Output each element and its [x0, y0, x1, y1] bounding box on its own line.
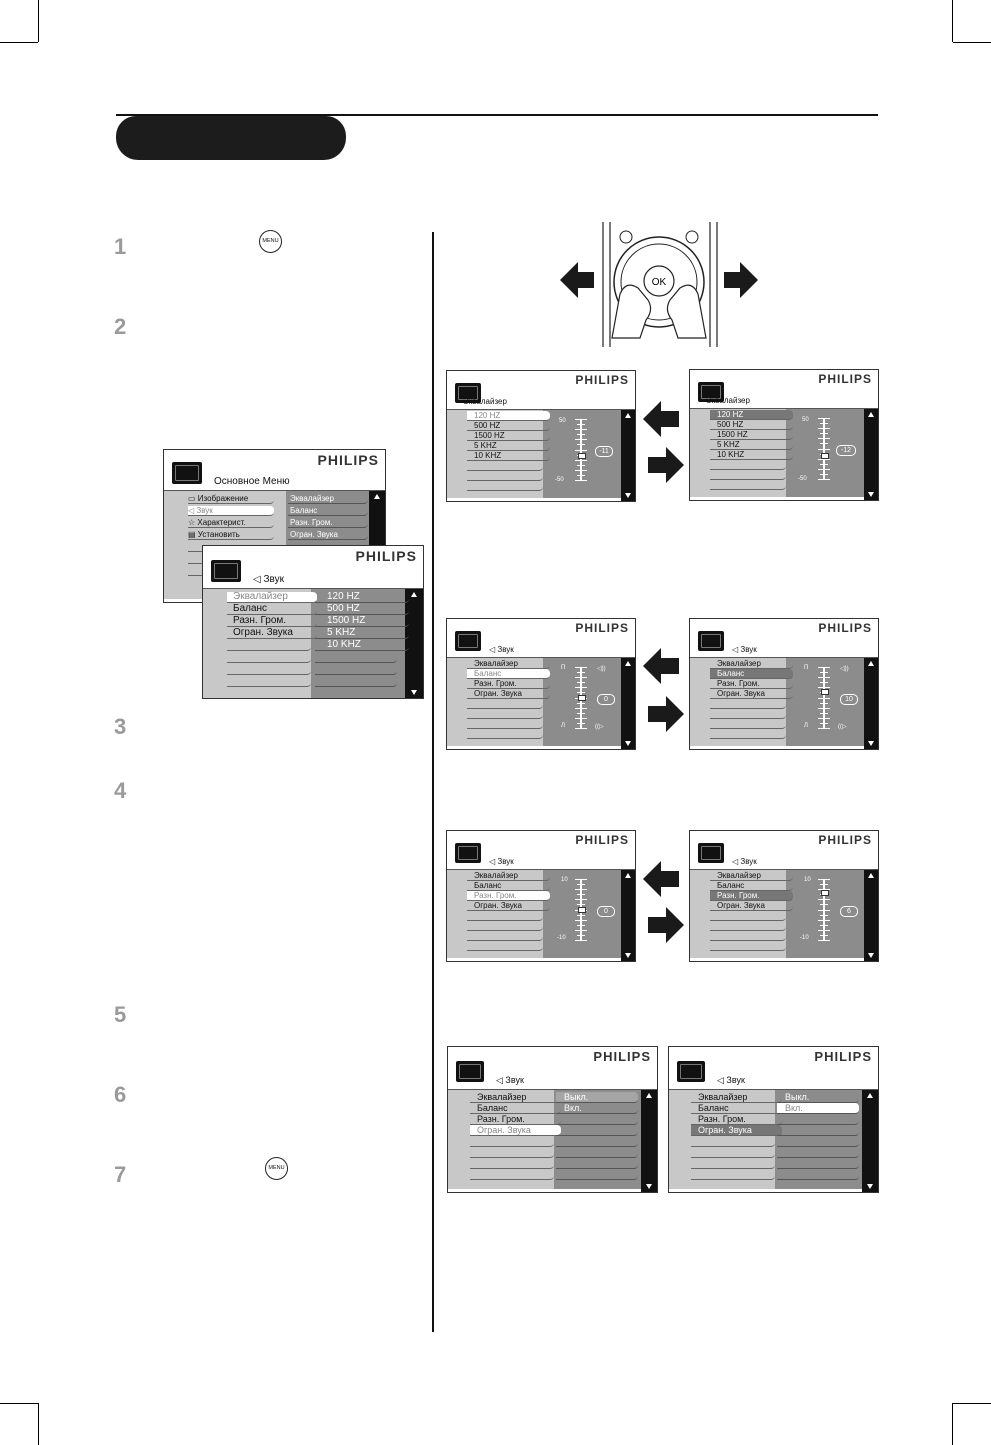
balance-screen-right — [689, 618, 879, 750]
sound-item[interactable]: Разн. Гром. — [691, 1114, 782, 1125]
screen-title: ◁ Звук — [489, 857, 514, 866]
sound-item[interactable]: Разн. Гром. — [710, 679, 793, 689]
limit-option[interactable]: Вкл. — [556, 1103, 638, 1114]
slider-tick — [577, 424, 585, 425]
sound-item[interactable]: Огран. Звука — [710, 901, 793, 911]
sound-item[interactable]: Баланс — [710, 669, 793, 679]
sound-item-equalizer[interactable]: Эквалайзер — [227, 592, 317, 603]
slider-knob[interactable] — [821, 689, 829, 695]
column-divider — [432, 232, 434, 1332]
sound-item[interactable]: Огран. Звука — [710, 689, 793, 699]
screen-title: ◁ Звук — [253, 574, 284, 585]
limit-option[interactable]: Выкл. — [556, 1092, 638, 1103]
arrow-right-icon — [648, 696, 684, 732]
screen-title: Основное Меню — [214, 476, 290, 487]
sound-item[interactable]: Эквалайзер — [710, 871, 793, 881]
slider-min-label: -10 — [557, 935, 566, 941]
balance-left-label: Л — [804, 723, 808, 729]
tv-icon — [455, 631, 481, 651]
philips-logo: PHILIPS — [818, 621, 872, 635]
equalizer-screen-right — [689, 369, 879, 501]
eq-band[interactable]: 1500 HZ — [710, 430, 793, 440]
slider-tick — [575, 718, 587, 719]
slider-tick — [575, 419, 587, 420]
slider-knob[interactable] — [578, 453, 586, 459]
slider-tick — [575, 429, 587, 430]
sound-item[interactable]: Эквалайзер — [467, 659, 550, 669]
slider-tick — [820, 423, 828, 424]
menu-item-install[interactable]: ▤ Установить — [188, 530, 274, 540]
slider-tick — [577, 434, 585, 435]
arrow-left-icon — [643, 861, 679, 897]
sound-item[interactable]: Разн. Гром. — [710, 891, 793, 901]
sound-item-balance[interactable]: Баланс — [227, 604, 317, 615]
philips-logo: PHILIPS — [355, 548, 417, 564]
slider-tick — [575, 460, 587, 461]
screen-title: Эквалайзер — [706, 396, 750, 405]
slider-tick — [818, 428, 830, 429]
menu-button-icon: MENU — [259, 230, 282, 253]
limit-option[interactable]: Выкл. — [777, 1092, 859, 1103]
slider-tick — [575, 920, 587, 921]
screen-title: ◁ Звук — [732, 645, 757, 654]
slider-tick — [818, 459, 830, 460]
slider-max-label: 10 — [561, 877, 568, 883]
balance-slider[interactable] — [818, 667, 830, 729]
slider-tick — [577, 465, 585, 466]
slider-tick — [575, 708, 587, 709]
slider-tick — [577, 475, 585, 476]
speaker-left-icon: ((▷ — [595, 724, 604, 730]
tv-icon — [677, 1061, 705, 1082]
slider-tick — [575, 899, 587, 900]
slider-tick — [577, 723, 585, 724]
menu-item-features[interactable]: ☆ Характерист. — [188, 518, 274, 528]
slider-tick — [818, 438, 830, 439]
philips-logo: PHILIPS — [575, 621, 629, 635]
menu-item-sound[interactable]: ◁ Звук — [188, 506, 274, 516]
limit-option[interactable]: Вкл. — [777, 1103, 859, 1114]
slider-tick — [818, 449, 830, 450]
slider-tick — [820, 443, 828, 444]
slider-max-label: 10 — [804, 877, 811, 883]
sound-item[interactable]: Эквалайзер — [467, 871, 550, 881]
limit-screen-right — [668, 1046, 879, 1193]
tv-icon — [211, 560, 241, 582]
slider-tick — [575, 728, 587, 729]
speaker-left-icon: ((▷ — [838, 724, 847, 730]
speaker-icon: ◁ — [732, 857, 741, 866]
band-item[interactable]: 5 KHZ — [315, 628, 409, 639]
eq-slider[interactable] — [575, 419, 587, 481]
screen-title: Эквалайзер — [463, 397, 507, 406]
submenu-item[interactable]: Баланс — [288, 506, 368, 516]
sound-menu-screen — [202, 545, 424, 699]
philips-logo: PHILIPS — [814, 1049, 872, 1064]
step-number-5: 5 — [114, 1002, 127, 1027]
slider-tick — [575, 889, 587, 890]
slider-tick — [577, 915, 585, 916]
slider-tick — [577, 935, 585, 936]
arrow-right-icon — [648, 907, 684, 943]
step-number-4: 4 — [114, 778, 127, 803]
slider-knob[interactable] — [578, 907, 586, 913]
sound-item[interactable]: Огран. Звука — [467, 901, 550, 911]
speaker-icon: ◁ — [732, 645, 741, 654]
slider-knob[interactable] — [821, 453, 829, 459]
sound-item[interactable]: Эквалайзер — [470, 1092, 561, 1103]
speaker-right-icon: ◁)) — [840, 666, 849, 672]
slider-tick — [818, 677, 830, 678]
eq-band[interactable]: 120 HZ — [467, 411, 550, 421]
slider-tick — [575, 439, 587, 440]
eq-band[interactable]: 500 HZ — [710, 420, 793, 430]
slider-tick — [818, 930, 830, 931]
slider-tick — [575, 677, 587, 678]
slider-tick — [818, 879, 830, 880]
step-number-2: 2 — [114, 314, 127, 339]
install-icon: ▤ — [188, 530, 198, 539]
sound-item[interactable]: Разн. Гром. — [470, 1114, 561, 1125]
submenu-item[interactable]: Разн. Гром. — [288, 518, 368, 528]
slider-tick — [818, 718, 830, 719]
slider-tick — [575, 480, 587, 481]
slider-tick — [818, 708, 830, 709]
slider-tick — [818, 910, 830, 911]
loudness-slider[interactable] — [818, 879, 830, 941]
slider-value: 0 — [597, 906, 615, 917]
philips-logo: PHILIPS — [317, 452, 379, 468]
eq-band[interactable]: 120 HZ — [710, 410, 793, 420]
sound-item[interactable]: Эквалайзер — [691, 1092, 782, 1103]
eq-band[interactable]: 5 KHZ — [467, 441, 550, 451]
screen-title: ◁ Звук — [732, 857, 757, 866]
slider-tick — [818, 899, 830, 900]
slider-tick — [820, 884, 828, 885]
crop-mark — [953, 1403, 991, 1404]
crop-mark — [38, 1403, 39, 1445]
slider-tick — [577, 894, 585, 895]
slider-max-label: 50 — [559, 418, 566, 424]
slider-value: -11 — [595, 446, 613, 457]
sound-item[interactable]: Огран. Звука — [467, 689, 550, 699]
limit-screen-left — [447, 1046, 658, 1193]
slider-tick — [818, 687, 830, 688]
crop-mark — [952, 0, 953, 42]
sound-item[interactable]: Баланс — [467, 881, 550, 891]
balance-left-label: Л — [561, 723, 565, 729]
slider-tick — [820, 925, 828, 926]
screen-title: ◁ Звук — [717, 1075, 745, 1085]
philips-logo: PHILIPS — [575, 373, 629, 387]
slider-tick — [818, 667, 830, 668]
loudness-screen-right — [689, 830, 879, 962]
philips-logo: PHILIPS — [818, 372, 872, 386]
arrow-left-icon — [643, 401, 679, 437]
eq-slider[interactable] — [818, 418, 830, 480]
crop-mark — [38, 0, 39, 42]
screen-title: ◁ Звук — [489, 645, 514, 654]
sound-item-limit[interactable]: Огран. Звука — [227, 628, 317, 639]
ok-button-label: OK — [651, 277, 667, 288]
balance-right-label: П — [561, 665, 566, 671]
slider-tick — [577, 904, 585, 905]
slider-tick — [820, 682, 828, 683]
slider-tick — [818, 418, 830, 419]
sound-item[interactable]: Баланс — [470, 1103, 561, 1114]
band-item[interactable]: 500 HZ — [315, 604, 409, 615]
slider-tick — [820, 935, 828, 936]
slider-tick — [575, 470, 587, 471]
philips-logo: PHILIPS — [575, 833, 629, 847]
speaker-icon: ◁ — [188, 506, 197, 515]
eq-band[interactable]: 1500 HZ — [467, 431, 550, 441]
star-icon: ☆ — [188, 518, 198, 527]
balance-screen-left — [446, 618, 636, 750]
slider-tick — [818, 940, 830, 941]
speaker-icon: ◁ — [489, 645, 498, 654]
slider-tick — [818, 469, 830, 470]
slider-tick — [820, 474, 828, 475]
slider-tick — [820, 464, 828, 465]
crop-mark — [952, 1403, 953, 1445]
speaker-icon: ◁ — [253, 574, 264, 585]
philips-logo: PHILIPS — [818, 833, 872, 847]
slider-tick — [818, 698, 830, 699]
slider-tick — [820, 433, 828, 434]
sound-item[interactable]: Баланс — [710, 881, 793, 891]
speaker-icon: ◁ — [717, 1075, 727, 1085]
sound-item[interactable]: Разн. Гром. — [467, 679, 550, 689]
crop-mark — [0, 1403, 38, 1404]
arrow-right-icon — [648, 447, 684, 483]
sound-item[interactable]: Огран. Звука — [691, 1125, 782, 1136]
tv-icon — [172, 462, 202, 484]
slider-tick — [818, 920, 830, 921]
eq-band[interactable]: 10 KHZ — [467, 451, 550, 461]
slider-tick — [820, 703, 828, 704]
eq-band[interactable]: 5 KHZ — [710, 440, 793, 450]
slider-knob[interactable] — [578, 695, 586, 701]
slider-tick — [820, 713, 828, 714]
slider-tick — [575, 667, 587, 668]
remote-control-illustration — [540, 222, 780, 347]
tv-icon — [698, 631, 724, 651]
slider-tick — [818, 479, 830, 480]
picture-icon: ▭ — [188, 494, 198, 503]
slider-tick — [575, 450, 587, 451]
loudness-screen-left — [446, 830, 636, 962]
slider-tick — [577, 925, 585, 926]
slider-tick — [575, 879, 587, 880]
slider-value: 10 — [840, 694, 858, 705]
tv-icon — [456, 1061, 484, 1082]
slider-tick — [577, 703, 585, 704]
screen-title: ◁ Звук — [496, 1075, 524, 1085]
speaker-right-icon: ◁)) — [597, 666, 606, 672]
crop-mark — [953, 42, 991, 43]
sound-item[interactable]: Разн. Гром. — [467, 891, 550, 901]
slider-knob[interactable] — [821, 890, 829, 896]
slider-tick — [820, 672, 828, 673]
slider-tick — [575, 687, 587, 688]
slider-min-label: -50 — [555, 477, 564, 483]
sound-item[interactable]: Баланс — [691, 1103, 782, 1114]
slider-tick — [577, 682, 585, 683]
band-item[interactable]: 120 HZ — [315, 592, 409, 603]
loudness-slider[interactable] — [575, 879, 587, 941]
balance-right-label: П — [804, 665, 809, 671]
menu-item-picture[interactable]: ▭ Изображение — [188, 494, 274, 504]
equalizer-screen-left — [446, 370, 636, 502]
submenu-item[interactable]: Эквалайзер — [288, 494, 368, 504]
slider-tick — [575, 940, 587, 941]
slider-tick — [820, 915, 828, 916]
band-item[interactable]: 10 KHZ — [315, 640, 409, 651]
slider-tick — [575, 930, 587, 931]
slider-tick — [577, 884, 585, 885]
step-number-1: 1 — [114, 234, 127, 259]
tv-icon — [698, 843, 724, 863]
speaker-icon: ◁ — [496, 1075, 506, 1085]
slider-tick — [818, 728, 830, 729]
tv-icon — [455, 843, 481, 863]
crop-mark — [0, 42, 38, 43]
menu-button-icon: MENU — [265, 1157, 288, 1180]
slider-max-label: 50 — [802, 417, 809, 423]
slider-min-label: -10 — [800, 935, 809, 941]
band-item[interactable]: 1500 HZ — [315, 616, 409, 627]
eq-band[interactable]: 500 HZ — [467, 421, 550, 431]
slider-min-label: -50 — [798, 476, 807, 482]
slider-value: 6 — [840, 906, 858, 917]
sound-item[interactable]: Баланс — [467, 669, 550, 679]
section-title-pill — [116, 116, 346, 160]
slider-value: -12 — [836, 445, 856, 456]
eq-band[interactable]: 10 KHZ — [710, 450, 793, 460]
step-number-6: 6 — [114, 1082, 127, 1107]
arrow-left-icon — [643, 648, 679, 684]
submenu-item[interactable]: Огран. Звука — [288, 530, 368, 540]
step-number-7: 7 — [114, 1162, 127, 1187]
step-number-3: 3 — [114, 714, 127, 739]
sound-item[interactable]: Огран. Звука — [470, 1125, 561, 1136]
sound-item[interactable]: Эквалайзер — [710, 659, 793, 669]
philips-logo: PHILIPS — [593, 1049, 651, 1064]
slider-value: 0 — [597, 694, 615, 705]
slider-tick — [577, 444, 585, 445]
slider-tick — [577, 692, 585, 693]
balance-slider[interactable] — [575, 667, 587, 729]
slider-tick — [820, 723, 828, 724]
slider-tick — [820, 904, 828, 905]
slider-tick — [577, 672, 585, 673]
slider-tick — [577, 713, 585, 714]
speaker-icon: ◁ — [489, 857, 498, 866]
sound-item-loudness[interactable]: Разн. Гром. — [227, 616, 317, 627]
